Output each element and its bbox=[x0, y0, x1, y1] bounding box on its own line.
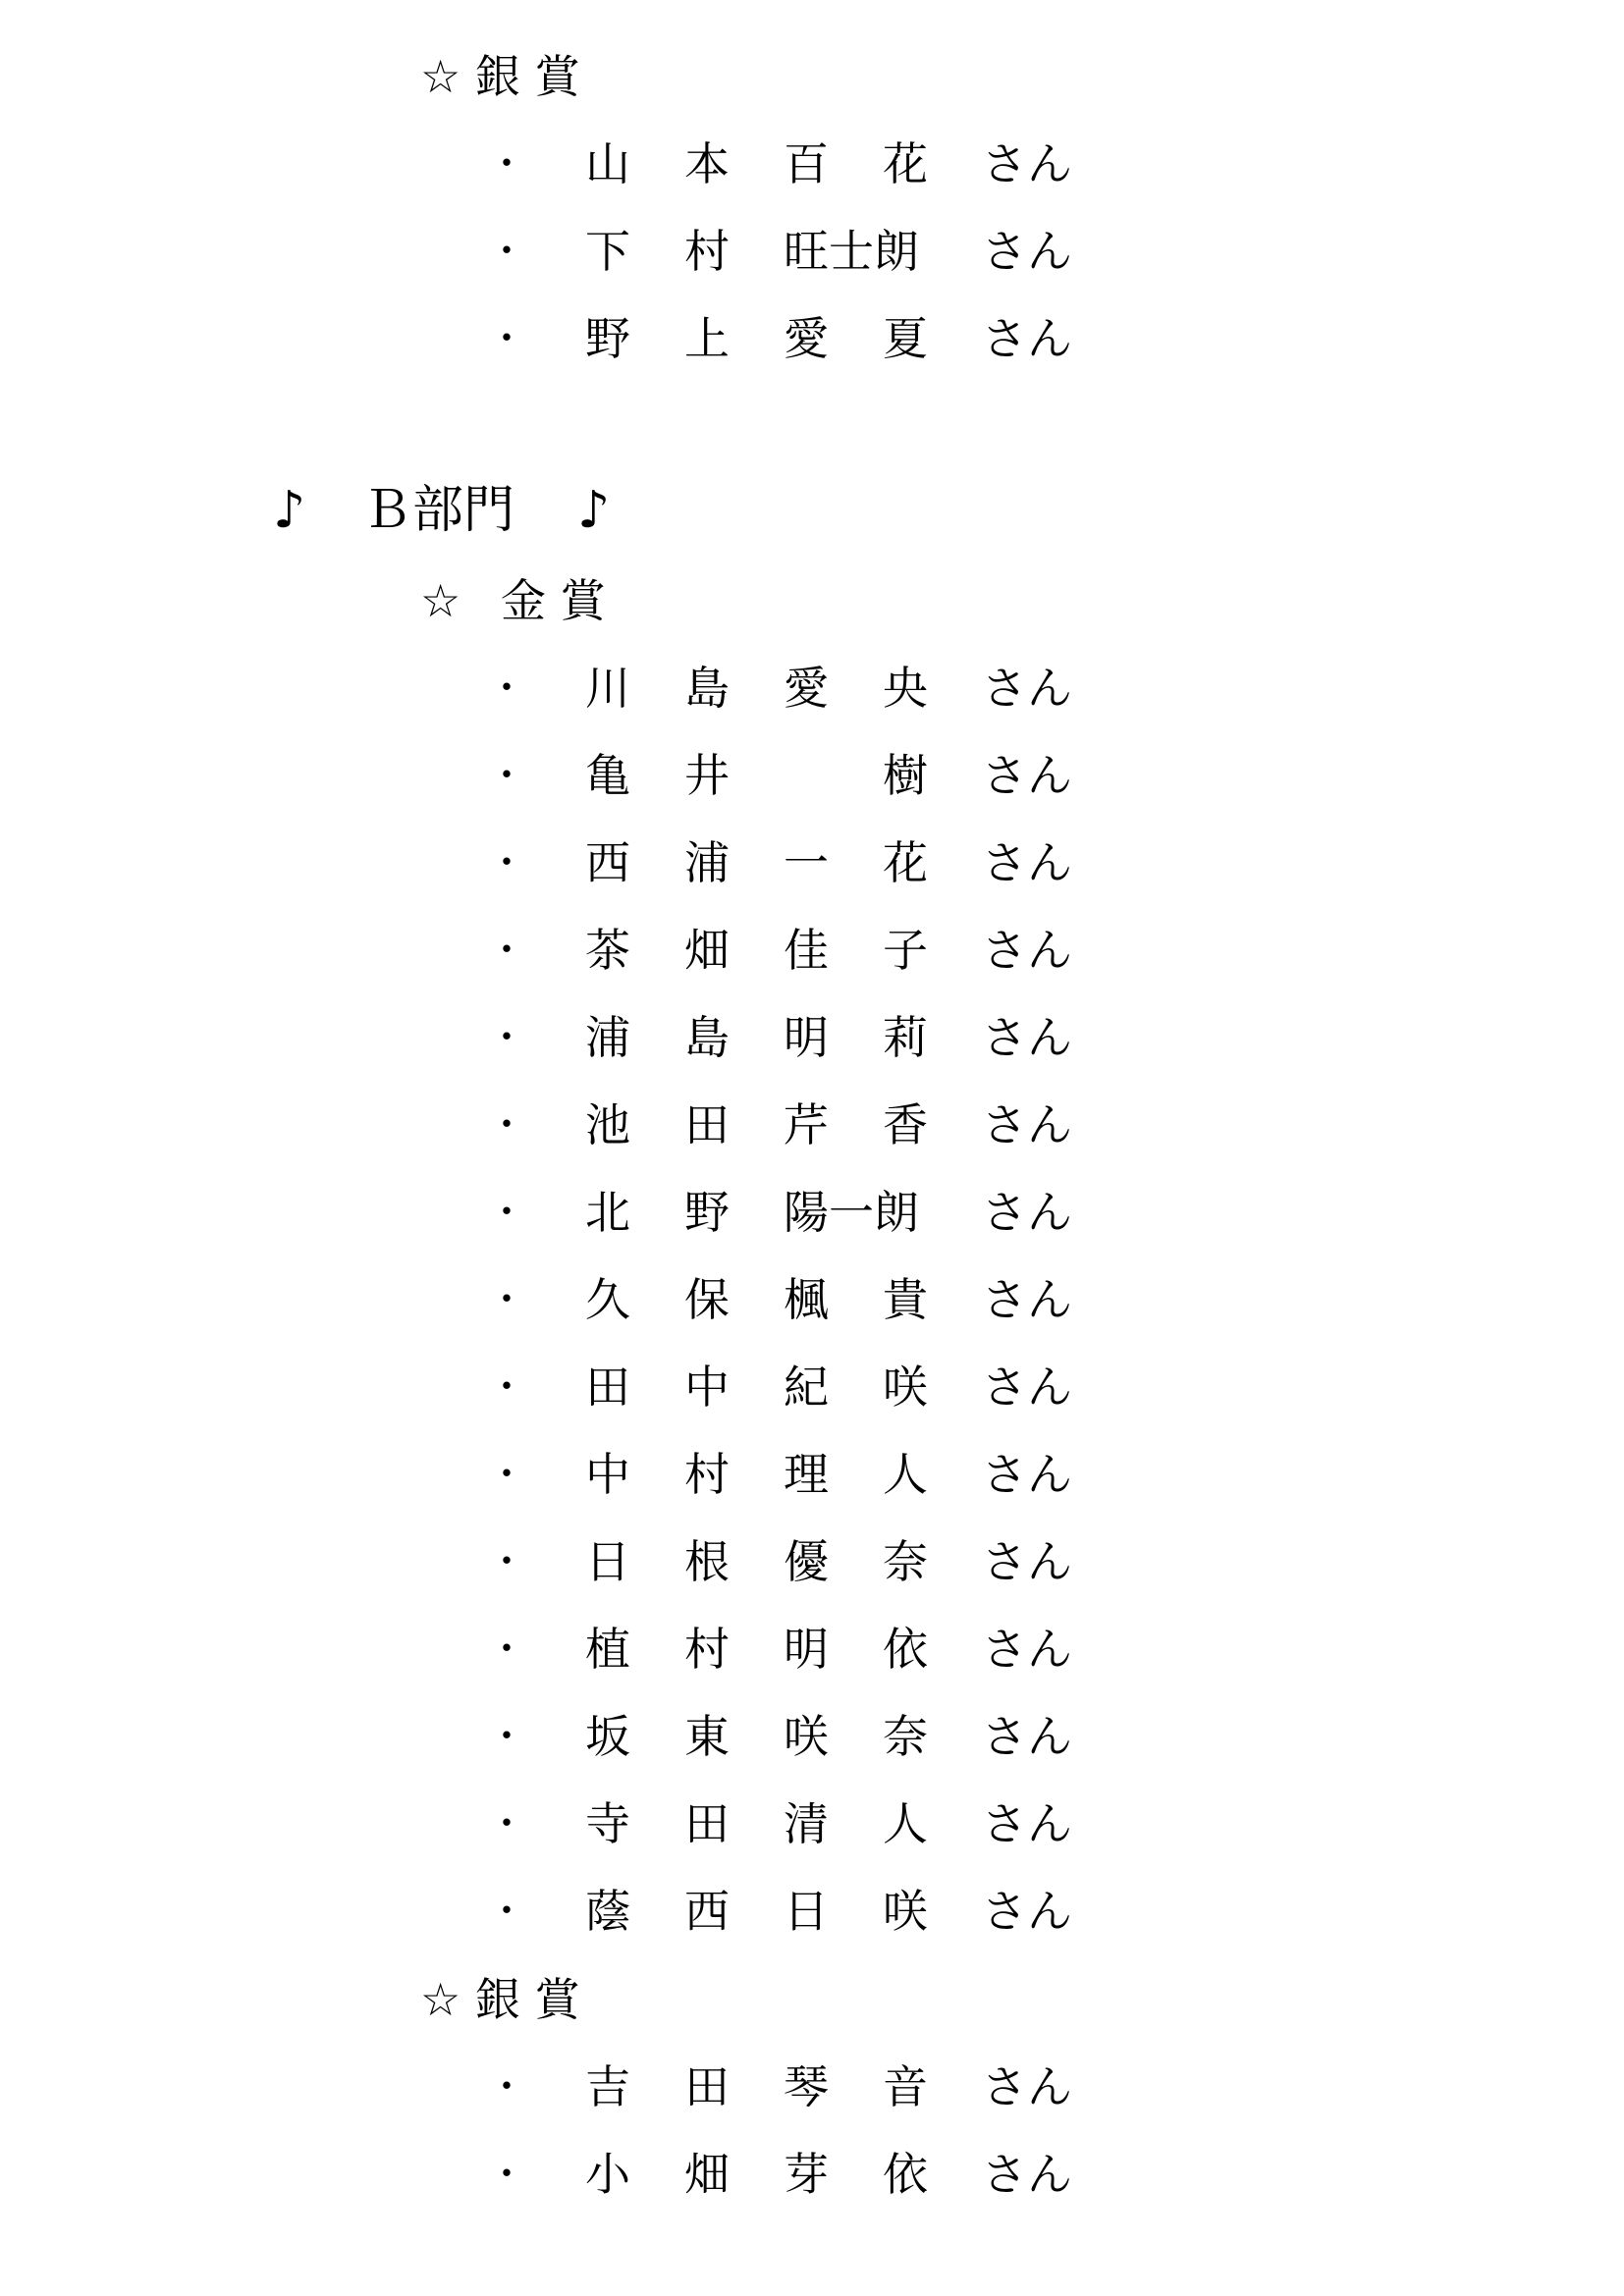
section-title bbox=[0, 481, 1624, 540]
honorific: さん bbox=[982, 1797, 1072, 1850]
list-item: ・ 亀 井 樹 さん bbox=[0, 746, 1624, 805]
list-item: ・ 中 村 理 人 さん bbox=[0, 1445, 1624, 1504]
honorific: さん bbox=[982, 2060, 1072, 2113]
music-note-icon: ♪ bbox=[577, 481, 611, 540]
list-item: ・ 日 根 優 奈 さん bbox=[0, 1532, 1624, 1591]
list-item: ・ 西 浦 一 花 さん bbox=[0, 833, 1624, 892]
honorific: さん bbox=[982, 1098, 1072, 1151]
star-icon: ☆ bbox=[420, 1973, 461, 2026]
list-item: ・ 川 島 愛 央 さん bbox=[0, 659, 1624, 718]
honorific: さん bbox=[982, 1011, 1072, 1064]
list-item: ・ 坂 東 咲 奈 さん bbox=[0, 1707, 1624, 1766]
bullet-icon: ・ bbox=[487, 2152, 526, 2197]
honorific: さん bbox=[982, 836, 1072, 889]
list-item: ・ 山 本 百 花 さん bbox=[0, 134, 1624, 193]
bullet-icon: ・ bbox=[487, 316, 526, 361]
award-label: 銀 賞 bbox=[475, 1973, 580, 2026]
bullet-icon: ・ bbox=[487, 1714, 526, 1759]
list-item: ・ 浦 島 明 莉 さん bbox=[0, 1008, 1624, 1067]
award-label: 金 賞 bbox=[501, 574, 606, 627]
honorific: さん bbox=[982, 1710, 1072, 1763]
bullet-icon: ・ bbox=[487, 1801, 526, 1846]
honorific: さん bbox=[982, 225, 1072, 278]
list-item: ・ 田 中 紀 咲 さん bbox=[0, 1358, 1624, 1416]
bullet-icon: ・ bbox=[487, 1015, 526, 1060]
honorific: さん bbox=[982, 1448, 1072, 1501]
honorific: さん bbox=[982, 137, 1072, 190]
list-item: ・ 蔭 西 日 咲 さん bbox=[0, 1882, 1624, 1941]
bullet-icon: ・ bbox=[487, 1364, 526, 1410]
honorific: さん bbox=[982, 1885, 1072, 1938]
list-item: ・ 久 保 楓 貴 さん bbox=[0, 1270, 1624, 1329]
bullet-icon: ・ bbox=[487, 229, 526, 274]
star-icon: ☆ bbox=[420, 574, 461, 627]
music-note-icon: ♪ bbox=[273, 481, 306, 540]
bullet-icon: ・ bbox=[487, 753, 526, 798]
bullet-icon: ・ bbox=[487, 1627, 526, 1672]
award-title-gold bbox=[0, 571, 1624, 630]
bullet-icon: ・ bbox=[487, 666, 526, 711]
list-item: ・ 野 上 愛 夏 さん bbox=[0, 309, 1624, 368]
award-label: 銀 賞 bbox=[475, 50, 580, 103]
honorific: さん bbox=[982, 312, 1072, 365]
section-label: Ｂ部門 bbox=[361, 481, 515, 540]
bullet-icon: ・ bbox=[487, 1539, 526, 1584]
honorific: さん bbox=[982, 924, 1072, 977]
list-item: ・ 池 田 芹 香 さん bbox=[0, 1095, 1624, 1154]
bullet-icon: ・ bbox=[487, 1277, 526, 1322]
honorific: さん bbox=[982, 1186, 1072, 1239]
list-item: ・ 北 野 陽一朗 さん bbox=[0, 1183, 1624, 1242]
bullet-icon: ・ bbox=[487, 1190, 526, 1235]
honorific: さん bbox=[982, 2148, 1072, 2201]
bullet-icon: ・ bbox=[487, 1889, 526, 1934]
honorific: さん bbox=[982, 1623, 1072, 1676]
honorific: さん bbox=[982, 662, 1072, 715]
list-item: ・ 植 村 明 依 さん bbox=[0, 1620, 1624, 1679]
honorific: さん bbox=[982, 1535, 1072, 1588]
bullet-icon: ・ bbox=[487, 928, 526, 973]
list-item: ・ 寺 田 清 人 さん bbox=[0, 1794, 1624, 1853]
honorific: さん bbox=[982, 1361, 1072, 1414]
award-title-silver-2 bbox=[0, 1970, 1624, 2029]
bullet-icon: ・ bbox=[487, 141, 526, 187]
award-title-silver-1 bbox=[0, 47, 1624, 106]
bullet-icon: ・ bbox=[487, 1452, 526, 1497]
list-item: ・ 吉 田 琴 音 さん bbox=[0, 2057, 1624, 2116]
honorific: さん bbox=[982, 749, 1072, 802]
honorific: さん bbox=[982, 1273, 1072, 1326]
star-icon: ☆ bbox=[420, 50, 461, 103]
list-item: ・ 茶 畑 佳 子 さん bbox=[0, 921, 1624, 980]
bullet-icon: ・ bbox=[487, 1102, 526, 1148]
bullet-icon: ・ bbox=[487, 840, 526, 885]
list-item: ・ 小 畑 芽 依 さん bbox=[0, 2145, 1624, 2204]
bullet-icon: ・ bbox=[487, 2064, 526, 2109]
list-item: ・ 下 村 旺士朗 さん bbox=[0, 222, 1624, 281]
